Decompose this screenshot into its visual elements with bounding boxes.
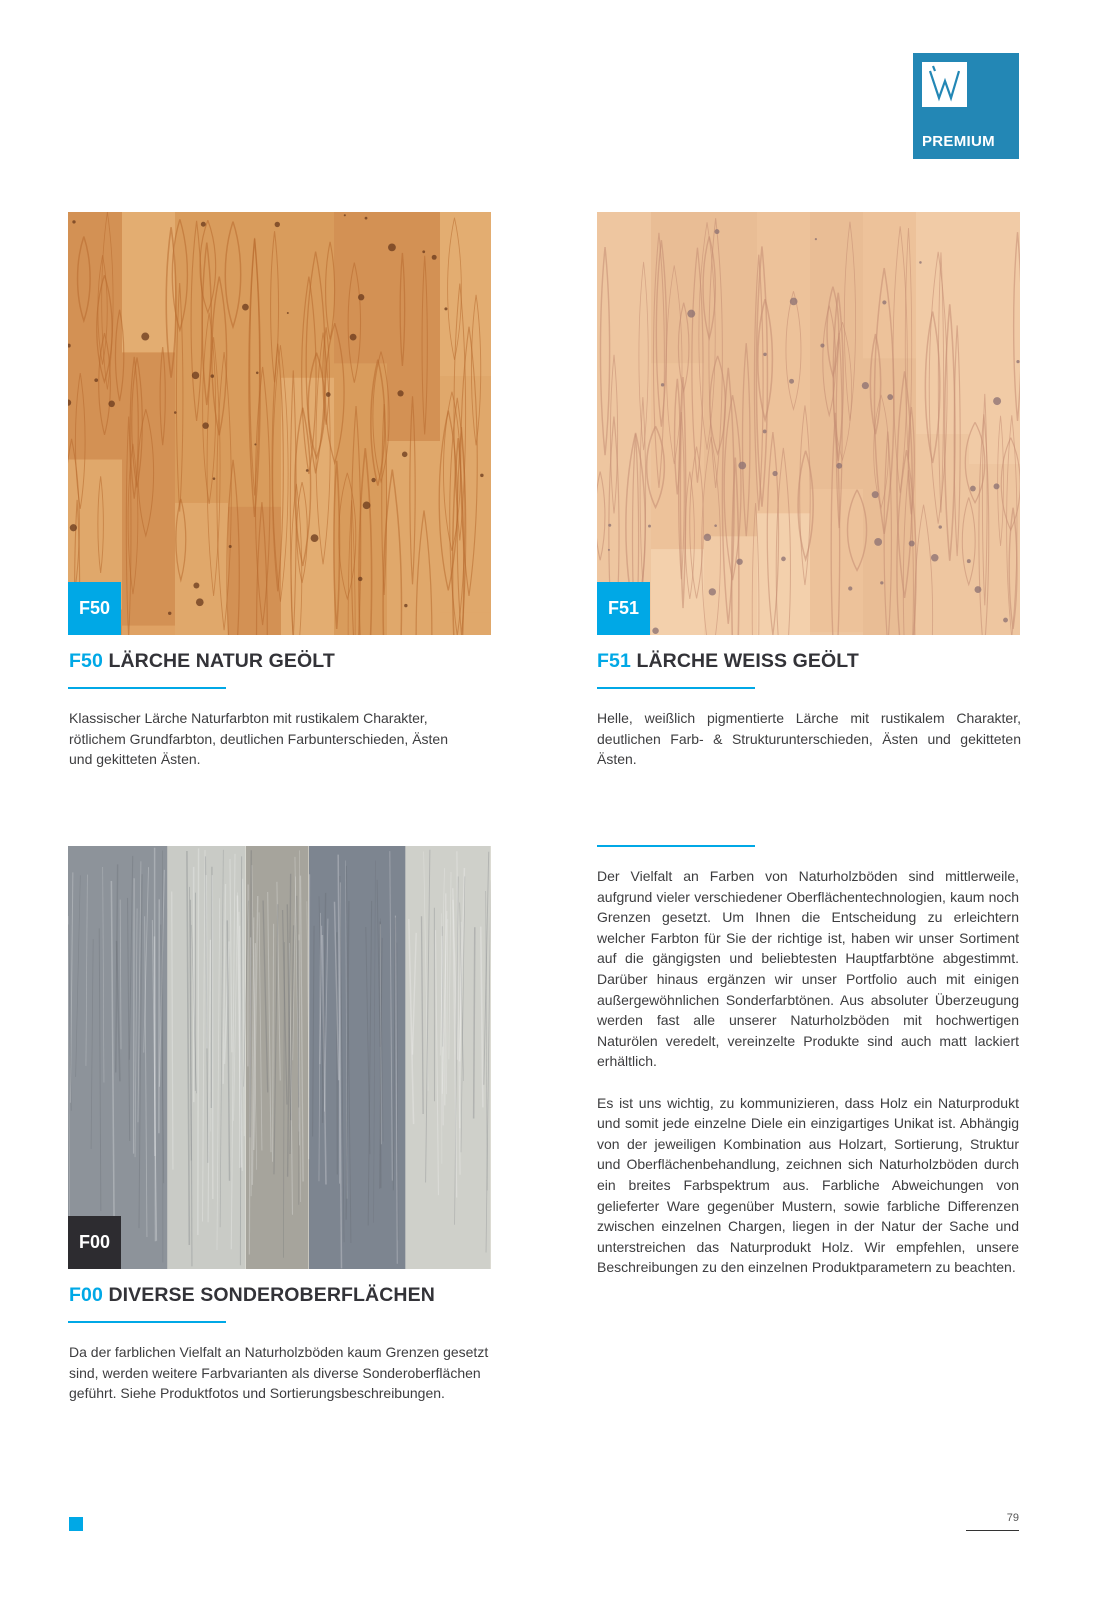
w-logo-icon	[922, 62, 967, 107]
wood-knot	[326, 392, 331, 397]
product-name: DIVERSE SONDEROBERFLÄCHEN	[108, 1284, 435, 1306]
wood-knot	[422, 250, 425, 253]
wood-knot	[772, 471, 777, 476]
wood-knot	[994, 483, 1000, 489]
wood-knot	[72, 220, 75, 223]
wood-knot	[311, 534, 319, 542]
wood-grain	[198, 848, 199, 1235]
page-number: 79	[1006, 1512, 1019, 1524]
product-code: F51	[597, 650, 631, 672]
product-code: F00	[69, 1284, 103, 1306]
wood-knot	[820, 344, 824, 348]
wood-knot	[970, 486, 976, 492]
wood-knot	[108, 401, 115, 408]
wood-knot	[211, 374, 214, 377]
wood-knot	[648, 525, 651, 528]
wood-knot	[192, 372, 199, 379]
wood-plank	[651, 549, 704, 635]
wood-knot	[363, 501, 371, 509]
wood-knot	[1003, 618, 1008, 623]
wood-knot	[350, 334, 357, 341]
title-underline	[597, 687, 755, 689]
wood-knot	[975, 586, 982, 593]
wood-knot	[608, 549, 610, 551]
wood-knot	[397, 390, 403, 396]
wood-knot	[862, 382, 869, 389]
wood-knot	[242, 304, 249, 311]
wood-knot	[480, 474, 483, 477]
footer-marker	[69, 1517, 83, 1531]
product-image-f51	[597, 212, 1020, 635]
wood-knot	[882, 300, 886, 304]
page-number-rule	[966, 1530, 1019, 1531]
wood-knot	[1016, 360, 1019, 363]
wood-knot	[168, 612, 171, 615]
wood-knot	[371, 478, 375, 482]
wood-knot	[919, 261, 922, 264]
wood-knot	[404, 604, 407, 607]
premium-logo	[913, 53, 1019, 159]
product-title-f00	[69, 1284, 435, 1307]
wood-knot	[687, 310, 695, 318]
title-underline	[68, 687, 226, 689]
wood-knot	[94, 378, 98, 382]
product-code-badge: F50	[68, 582, 121, 635]
wood-plank	[969, 464, 1020, 635]
premium-label: PREMIUM	[922, 133, 995, 150]
wood-knot	[661, 383, 664, 386]
wood-knot	[193, 582, 199, 588]
wood-plank	[810, 632, 863, 635]
product-code: F50	[69, 650, 103, 672]
wood-knot	[229, 545, 232, 548]
wood-plank	[122, 626, 175, 635]
product-name: LÄRCHE NATUR GEÖLT	[108, 650, 335, 672]
wood-knot	[388, 243, 396, 251]
product-name: LÄRCHE WEISS GEÖLT	[636, 650, 859, 672]
wood-knot	[70, 524, 77, 531]
wood-knot	[306, 469, 309, 472]
product-code-badge: F51	[597, 582, 650, 635]
info-rule	[597, 845, 755, 847]
product-code-badge: F00	[68, 1216, 121, 1269]
wood-plank	[440, 612, 491, 635]
wood-plank	[757, 513, 810, 635]
wood-knot	[738, 462, 746, 470]
wood-knot	[709, 588, 716, 595]
wood-knot	[931, 554, 939, 562]
wood-knot	[763, 430, 767, 434]
wood-knot	[432, 255, 437, 260]
wood-knot	[213, 477, 216, 480]
wood-knot	[789, 379, 794, 384]
product-image-f00	[68, 846, 491, 1269]
wood-knot	[275, 222, 280, 227]
wood-knot	[256, 372, 259, 375]
product-description-f50: Klassischer Lärche Naturfarbton mit rustikalem Charakter, rötlichem Grundfarbton, deutlichen Farbunterschieden, Ästen und gekitteten Ästen.	[69, 710, 448, 768]
wood-knot	[358, 294, 364, 300]
wood-knot	[254, 443, 256, 445]
wood-plank	[704, 536, 757, 635]
wood-knot	[790, 298, 798, 306]
wood-knot	[704, 534, 711, 541]
wood-knot	[141, 333, 149, 341]
info-paragraph: Es ist uns wichtig, zu kommunizieren, dass Holz ein Naturprodukt und somit jede einzelne Diele ein einzigartiges Unikat ist. Abhängig von der jeweiligen Kombination aus Holzart, Sortierung, Struktur und Oberflächenbehandlung, zeichnen sich Naturholzböden durch ein breites Farbspektrum aus. Farbliche Abweichungen von gelieferter Ware gegenüber Mustern, sowie farbliche Differenzen zwischen einzelnen Chargen, liegen in der Natur der Sache und unterstreichen das Naturprodukt Holz. Wir empfehlen, unsere Beschreibungen zu den einzelnen Produktparametern zu beachten.	[597, 1094, 1019, 1276]
wood-knot	[444, 307, 447, 310]
info-paragraph: Der Vielfalt an Farben von Naturholzböden sind mittlerweile, aufgrund vieler verschiedener Oberflächentechnologien, kaum noch Grenzen gesetzt. Um Ihnen die Entscheidung zu erleichtern welcher Farbton für Sie der richtige ist, haben wir unser Sortiment auf die gängigsten und beliebtesten Hauptfarbtöne abgestimmt. Darüber hinaus ergänzen wir unser Portfolio auch mit einigen außergewöhnlichen Sonderfarbtönen. Aus absoluter Überzeugung werden fast alle unserer Naturholzböden mit hochwertigen Naturölen veredelt, vereinzelte Produkte sind auch matt lackiert erhältlich.	[597, 868, 1019, 1070]
wood-knot	[967, 559, 971, 563]
wood-knot	[909, 541, 915, 547]
wood-knot	[714, 524, 717, 527]
wood-knot	[344, 214, 346, 216]
wood-knot	[202, 422, 209, 429]
wood-knot	[939, 525, 942, 528]
wood-knot	[874, 538, 882, 546]
product-title-f51	[597, 650, 859, 673]
wood-knot	[201, 222, 206, 227]
wood-knot	[365, 217, 368, 220]
wood-knot	[652, 627, 659, 634]
wood-plank	[68, 846, 168, 1269]
wood-knot	[993, 397, 1001, 405]
wood-knot	[358, 577, 362, 581]
wood-grain	[206, 875, 207, 1048]
wood-knot	[174, 411, 177, 414]
wood-knot	[815, 238, 817, 240]
wood-plank	[810, 489, 863, 632]
wood-knot	[836, 463, 842, 469]
product-image-f50	[68, 212, 491, 635]
wood-knot	[402, 452, 408, 458]
wood-knot	[763, 353, 766, 356]
product-title-f50	[69, 650, 335, 673]
wood-knot	[848, 586, 852, 590]
wood-plank	[916, 212, 969, 434]
wood-knot	[196, 598, 204, 606]
wood-grain	[134, 878, 135, 1153]
wood-knot	[781, 557, 786, 562]
wood-knot	[736, 559, 742, 565]
wood-knot	[287, 312, 289, 314]
wood-plank	[651, 363, 704, 549]
wood-knot	[872, 491, 879, 498]
wood-knot	[880, 581, 883, 584]
info-text	[597, 866, 1019, 1298]
wood-knot	[714, 229, 719, 234]
product-description-f51: Helle, weißlich pigmentierte Lärche mit rustikalem Charakter, deutlichen Farb- & Strukturunterschieden, Ästen und gekitteten Ästen.	[597, 710, 1021, 768]
product-description-f00: Da der farblichen Vielfalt an Naturholzböden kaum Grenzen gesetzt sind, werden weitere Farbvarianten als diverse Sonderoberflächen geführt. Siehe Produktfotos und Sortierungsbeschreibungen.	[69, 1344, 489, 1402]
wood-knot	[608, 524, 611, 527]
title-underline	[68, 1321, 226, 1323]
wood-knot	[887, 394, 893, 400]
